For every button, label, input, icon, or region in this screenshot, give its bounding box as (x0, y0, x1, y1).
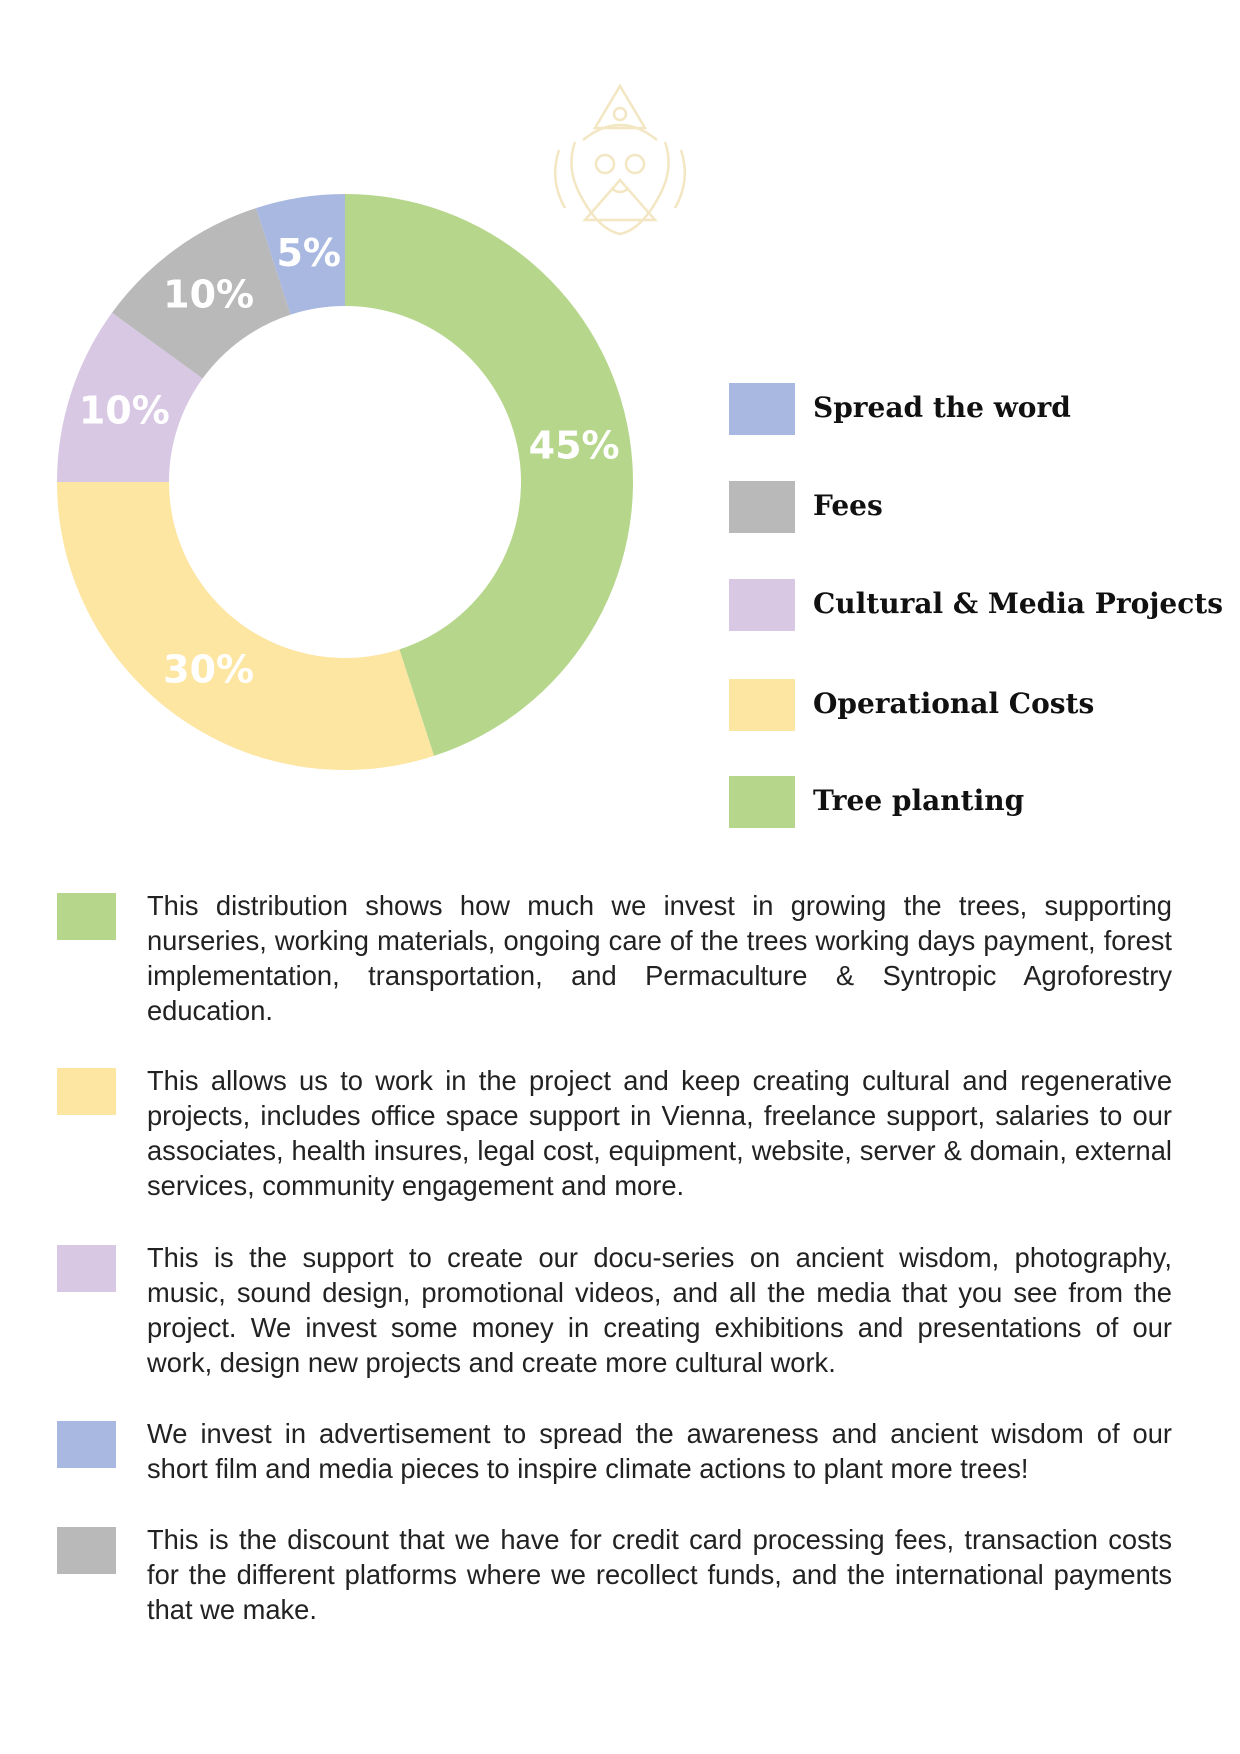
legend-swatch-cultural-media (729, 579, 795, 631)
note-swatch-operational-costs (57, 1068, 116, 1115)
legend-label-spread-the-word: Spread the word (813, 391, 1071, 424)
legend-item-fees (729, 481, 1229, 535)
note-text-operational-costs: This allows us to work in the project and keep creating cultural and regenerative projects, includes office space support in Vienna, freelance support, salaries to our associates, health insures, legal cost, equipment, website, server & domain, external services, community engagement and more. (147, 1065, 1172, 1201)
slice-label-operational-costs: 30% (163, 647, 255, 692)
note-swatch-cultural-media (57, 1245, 116, 1292)
legend-label-fees: Fees (813, 489, 883, 522)
legend-item-cultural-media (729, 579, 1229, 633)
legend-swatch-spread-the-word (729, 383, 795, 435)
legend-swatch-fees (729, 481, 795, 533)
legend-swatch-operational-costs (729, 679, 795, 731)
note-swatch-tree-planting (57, 893, 116, 940)
legend-label-operational-costs: Operational Costs (813, 687, 1095, 720)
slice-operational-costs (57, 482, 434, 770)
note-swatch-spread-the-word (57, 1421, 116, 1468)
legend-item-operational-costs (729, 679, 1229, 733)
slice-label-fees: 10% (163, 272, 255, 317)
slice-label-tree-planting: 45% (528, 423, 620, 468)
slice-label-cultural-media: 10% (78, 388, 170, 433)
legend-label-tree-planting: Tree planting (813, 784, 1025, 817)
slice-label-spread-word: 5% (276, 230, 341, 275)
note-text-fees: This is the discount that we have for credit card processing fees, transaction costs for the different platforms where we recollect funds, and the international payments that we make. (147, 1524, 1172, 1625)
note-text-tree-planting: This distribution shows how much we invest in growing the trees, supporting nurseries, working materials, ongoing care of the trees working days payment, forest implementation, transportation, and Permaculture & Syntropic Agroforestry education. (147, 890, 1172, 1026)
legend-item-spread-the-word (729, 383, 1229, 437)
note-text-cultural-media: This is the support to create our docu-series on ancient wisdom, photography, music, sound design, promotional videos, and all the media that you see from the project. We invest some money in creating exhibitions and presentations of our work, design new projects and create more cultural work. (147, 1242, 1172, 1378)
legend-label-cultural-media: Cultural & Media Projects (813, 587, 1223, 620)
note-swatch-fees (57, 1527, 116, 1574)
legend-swatch-tree-planting (729, 776, 795, 828)
legend-item-tree-planting (729, 776, 1229, 830)
note-text-spread-the-word: We invest in advertisement to spread the awareness and ancient wisdom of our short film and media pieces to inspire climate actions to plant more trees! (147, 1418, 1172, 1484)
